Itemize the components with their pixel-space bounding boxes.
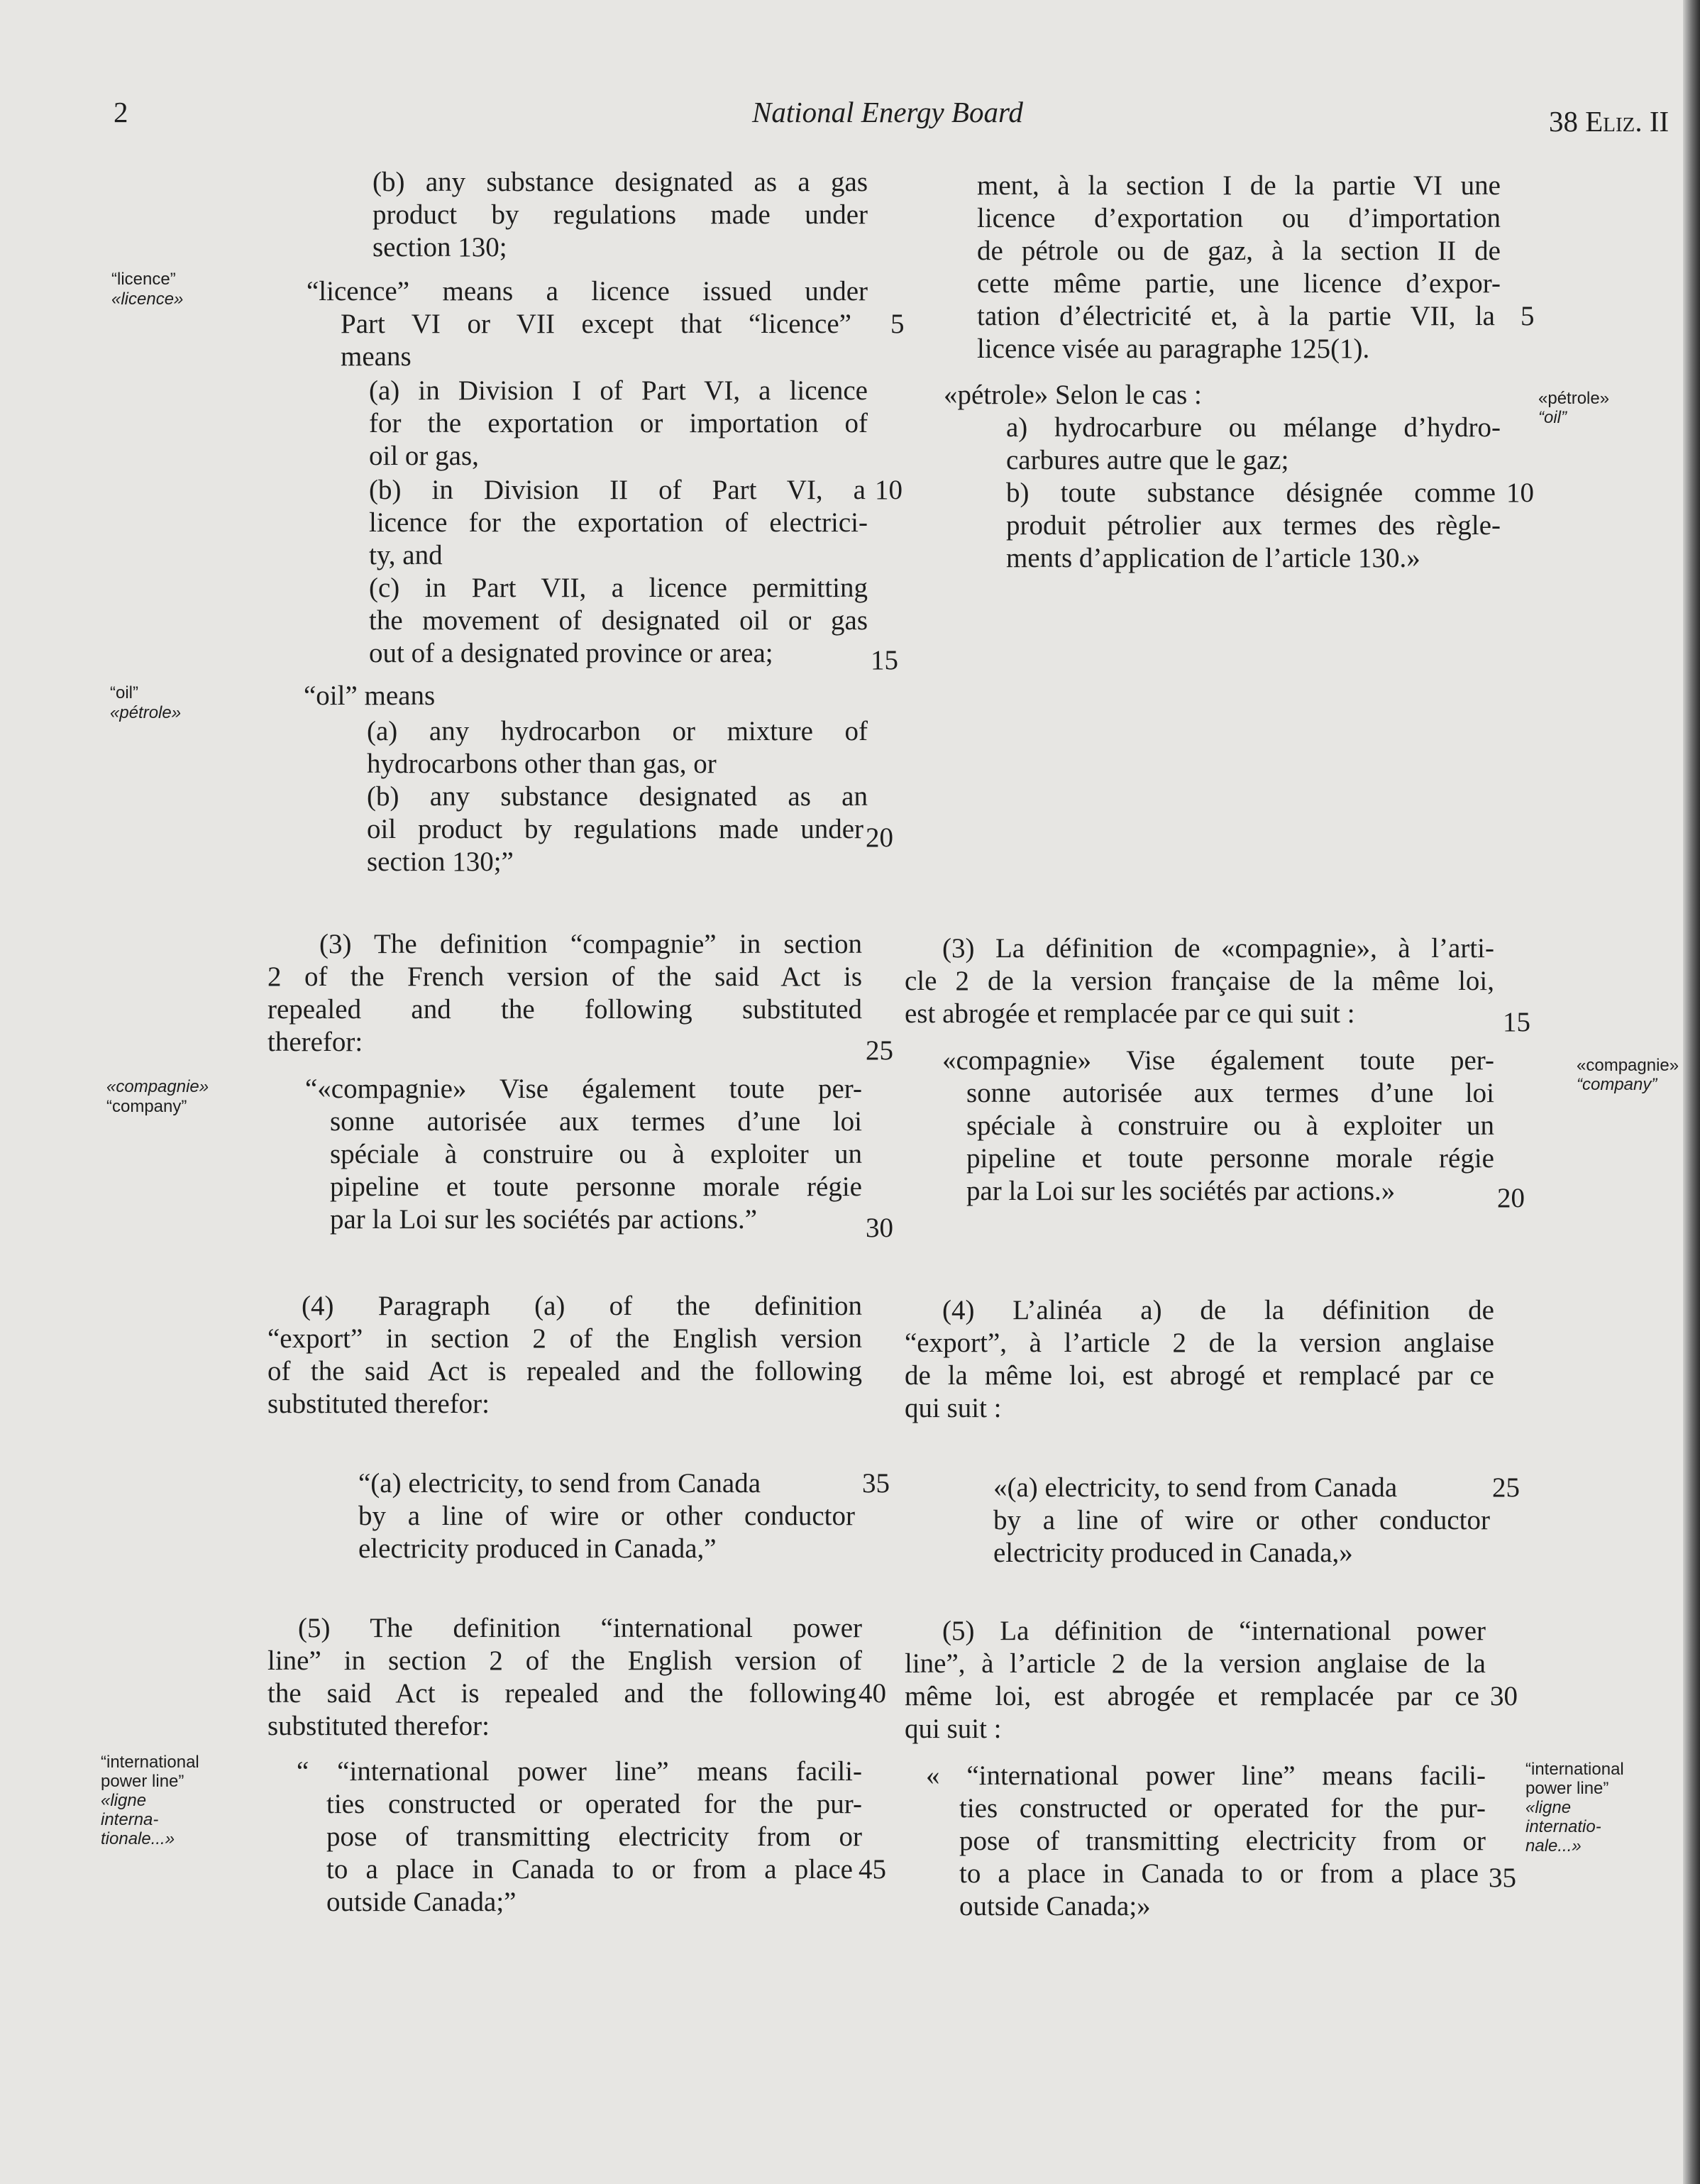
left-line: substituted therefor: — [267, 1711, 490, 1741]
left-line: electricity produced in Canada,” — [358, 1533, 717, 1564]
margin-note: “company” — [1577, 1075, 1657, 1094]
left-line: hydrocarbons other than gas, or — [367, 749, 717, 779]
right-line: «compagnie» Vise également toute per- — [942, 1045, 1494, 1076]
right-line: b) toute substance désignée comme — [1006, 478, 1496, 508]
line-number: 20 — [1497, 1183, 1525, 1213]
right-line: (4) L’alinéa a) de la définition de — [942, 1295, 1494, 1325]
left-line: of the said Act is repealed and the following — [267, 1356, 862, 1386]
left-line: Part VI or VII except that “licence” — [341, 309, 851, 339]
right-line: a) hydrocarbure ou mélange d’hydro- — [1006, 412, 1501, 443]
margin-note: “oil” — [1538, 408, 1567, 427]
left-line: (b) any substance designated as an — [367, 781, 868, 812]
left-line: “licence” means a licence issued under — [307, 276, 868, 307]
left-line: licence for the exportation of electrici- — [369, 507, 868, 538]
left-line: section 130;” — [367, 846, 514, 877]
line-number: 10 — [1506, 478, 1534, 508]
margin-note: power line” — [1525, 1779, 1609, 1798]
left-line: 2 of the French version of the said Act is — [267, 961, 862, 992]
margin-note: «compagnie» — [106, 1077, 209, 1096]
margin-note: «ligne — [101, 1791, 147, 1810]
left-line: section 130; — [372, 232, 507, 263]
line-number: 30 — [866, 1213, 893, 1243]
left-line: oil product by regulations made under — [367, 814, 863, 844]
left-line: line” in section 2 of the English version of — [267, 1645, 862, 1676]
left-line: outside Canada;” — [326, 1887, 517, 1917]
right-line: ties constructed or operated for the pur- — [959, 1793, 1486, 1824]
margin-note: interna- — [101, 1810, 159, 1829]
page-binding-edge — [1683, 0, 1700, 2184]
left-line: substituted therefor: — [267, 1389, 490, 1419]
margin-note: «pétrole» — [1538, 389, 1610, 408]
left-line: “oil” means — [304, 680, 436, 711]
chapter-label: 38 Eliz. II — [1549, 105, 1669, 138]
left-line: pipeline et toute personne morale régie — [330, 1171, 862, 1202]
left-line: oil or gas, — [369, 441, 479, 471]
margin-note: «compagnie» — [1577, 1056, 1679, 1075]
right-line: ment, à la section I de la partie VI une — [977, 170, 1501, 201]
left-line: (5) The definition “international power — [298, 1613, 862, 1643]
left-line: (a) in Division I of Part VI, a licence — [369, 375, 868, 406]
left-line: product by regulations made under — [372, 199, 868, 230]
margin-note: «licence» — [111, 289, 184, 309]
margin-note: “oil” — [110, 683, 138, 702]
right-line: «pétrole» Selon le cas : — [944, 380, 1202, 410]
left-line: spéciale à construire ou à exploiter un — [330, 1139, 862, 1169]
line-number: 35 — [862, 1468, 890, 1499]
right-line: de la même loi, est abrogé et remplacé par ce — [905, 1360, 1494, 1391]
margin-note: «pétrole» — [110, 703, 182, 722]
margin-note: «ligne — [1525, 1798, 1572, 1817]
right-line: “export”, à l’article 2 de la version anglaise — [905, 1328, 1494, 1358]
right-line: pose of transmitting electricity from or — [959, 1826, 1486, 1856]
left-line: therefor: — [267, 1027, 363, 1057]
left-line: means — [341, 341, 412, 372]
line-number: 10 — [875, 475, 903, 505]
left-line: (b) in Division II of Part VI, a — [369, 475, 866, 505]
left-line: out of a designated province or area; — [369, 638, 773, 668]
margin-note: “international — [101, 1753, 199, 1772]
right-line: licence visée au paragraphe 125(1). — [977, 333, 1370, 364]
margin-note: “licence” — [111, 270, 176, 289]
left-line: to a place in Canada to or from a place — [326, 1854, 853, 1885]
right-line: spéciale à construire ou à exploiter un — [966, 1110, 1494, 1141]
right-line: par la Loi sur les sociétés par actions.» — [966, 1176, 1396, 1206]
running-title: National Energy Board — [752, 96, 1023, 128]
left-line: (a) any hydrocarbon or mixture of — [367, 716, 868, 746]
right-line: est abrogée et remplacée par ce qui suit : — [905, 998, 1355, 1029]
line-number: 20 — [866, 822, 893, 853]
right-line: licence d’exportation ou d’importation — [977, 203, 1501, 233]
right-line: même loi, est abrogée et remplacée par ce — [905, 1681, 1479, 1711]
left-line: “«compagnie» Vise également toute per- — [305, 1074, 862, 1104]
right-line: by a line of wire or other conductor — [993, 1505, 1490, 1535]
line-number: 40 — [859, 1678, 886, 1709]
left-line: by a line of wire or other conductor — [358, 1501, 855, 1531]
right-line: (3) La définition de «compagnie», à l’arti- — [942, 933, 1494, 964]
left-line: “ “international power line” means facili- — [297, 1756, 862, 1787]
line-number: 25 — [866, 1035, 893, 1066]
line-number: 45 — [859, 1854, 886, 1885]
right-line: outside Canada;» — [959, 1891, 1151, 1921]
left-line: repealed and the following substituted — [267, 994, 862, 1025]
right-line: cle 2 de la version française de la même loi, — [905, 966, 1494, 996]
left-line: pose of transmitting electricity from or — [326, 1821, 862, 1852]
left-line: (3) The definition “compagnie” in section — [319, 929, 862, 959]
right-line: produit pétrolier aux termes des règle- — [1006, 510, 1501, 541]
right-line: tation d’électricité et, à la partie VII, la — [977, 301, 1495, 331]
line-number: 5 — [890, 309, 905, 339]
left-line: “(a) electricity, to send from Canada — [358, 1468, 761, 1499]
right-line: pipeline et toute personne morale régie — [966, 1143, 1494, 1174]
right-line: (5) La définition de “international power — [942, 1616, 1486, 1646]
right-line: «(a) electricity, to send from Canada — [993, 1472, 1398, 1503]
line-number: 5 — [1520, 301, 1535, 331]
right-line: de pétrole ou de gaz, à la section II de — [977, 236, 1501, 266]
left-line: ties constructed or operated for the pur- — [326, 1789, 862, 1819]
right-line: to a place in Canada to or from a place — [959, 1858, 1479, 1889]
line-number: 15 — [871, 645, 898, 675]
margin-note: power line” — [101, 1772, 184, 1791]
right-line: line”, à l’article 2 de la version anglaise de la — [905, 1648, 1486, 1679]
left-line: (4) Paragraph (a) of the definition — [302, 1291, 862, 1321]
left-line: par la Loi sur les sociétés par actions.” — [330, 1204, 758, 1235]
right-line: qui suit : — [905, 1393, 1002, 1423]
right-line: ments d’application de l’article 130.» — [1006, 543, 1420, 573]
right-line: sonne autorisée aux termes d’une loi — [966, 1078, 1494, 1108]
line-number: 15 — [1503, 1007, 1530, 1037]
left-line: (c) in Part VII, a licence permitting — [369, 573, 868, 603]
margin-note: internatio- — [1525, 1817, 1601, 1836]
left-line: sonne autorisée aux termes d’une loi — [330, 1106, 862, 1137]
right-line: carbures autre que le gaz; — [1006, 445, 1289, 475]
right-line: qui suit : — [905, 1714, 1002, 1744]
margin-note: “international — [1525, 1760, 1624, 1779]
left-line: for the exportation or importation of — [369, 408, 868, 439]
page-number: 2 — [114, 96, 128, 128]
line-number: 35 — [1489, 1863, 1516, 1893]
left-line: the movement of designated oil or gas — [369, 605, 868, 636]
right-line: electricity produced in Canada,» — [993, 1538, 1353, 1568]
right-line: cette même partie, une licence d’expor- — [977, 268, 1501, 299]
right-line: « “international power line” means facili- — [926, 1760, 1486, 1791]
left-line: (b) any substance designated as a gas — [372, 167, 868, 197]
left-line: the said Act is repealed and the following — [267, 1678, 856, 1709]
line-number: 30 — [1490, 1681, 1518, 1711]
left-line: “export” in section 2 of the English version — [267, 1323, 862, 1354]
left-line: ty, and — [369, 540, 443, 570]
line-number: 25 — [1492, 1472, 1520, 1503]
margin-note: tionale...» — [101, 1829, 175, 1848]
margin-note: nale...» — [1525, 1836, 1582, 1855]
margin-note: “company” — [106, 1097, 187, 1116]
